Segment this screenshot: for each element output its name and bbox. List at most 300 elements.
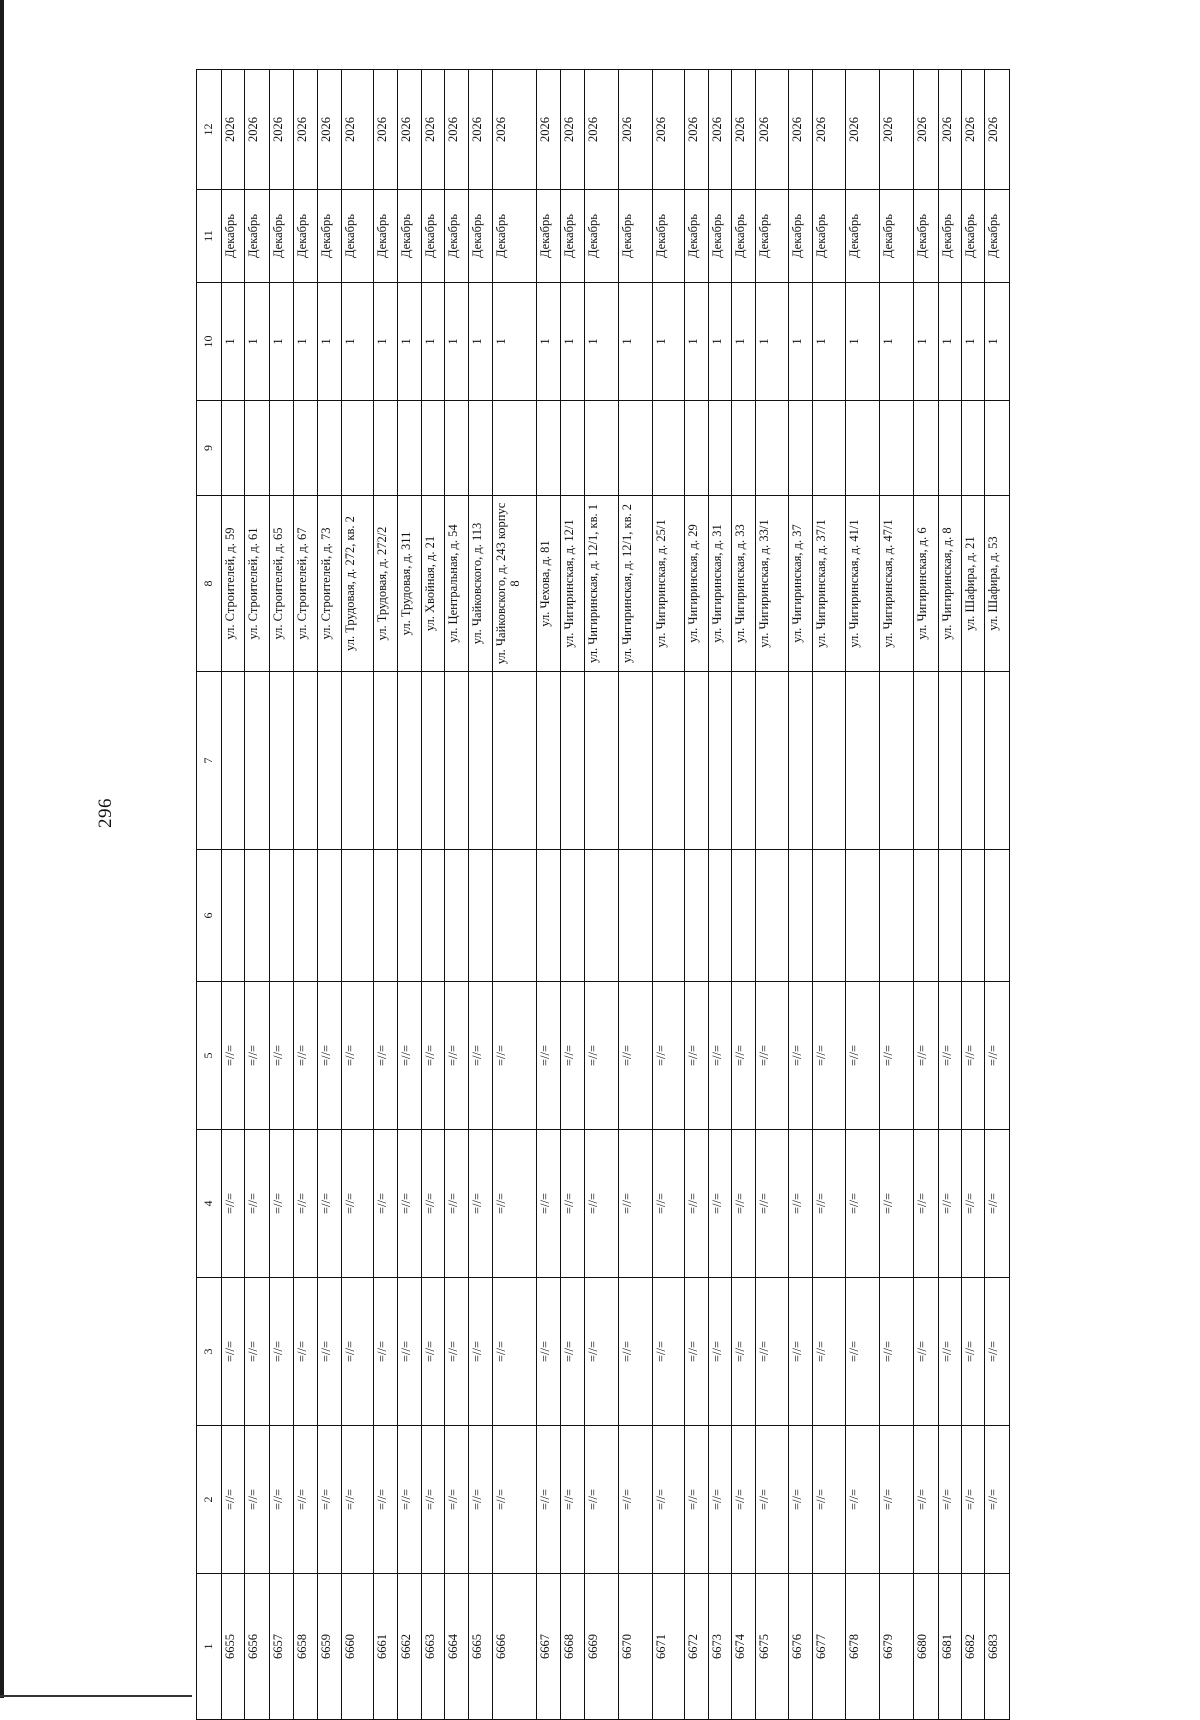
- col-3-cell: =//=: [813, 1278, 846, 1426]
- col-2-cell: =//=: [789, 1426, 813, 1574]
- col-3-cell: =//=: [985, 1278, 1010, 1426]
- col-2-cell: =//=: [732, 1426, 756, 1574]
- col-10-cell: 1: [962, 283, 985, 401]
- year-cell: 2026: [732, 70, 756, 190]
- year-cell: 2026: [685, 70, 709, 190]
- col-6-cell: [318, 850, 342, 982]
- col-4-cell: =//=: [914, 1130, 939, 1278]
- col-7-cell: [939, 672, 962, 850]
- row-number-cell: 6680: [914, 1574, 939, 1720]
- col-2-cell: =//=: [619, 1426, 653, 1574]
- month-cell: Декабрь: [939, 190, 962, 283]
- col-6-cell: [685, 850, 709, 982]
- col-4-cell: =//=: [653, 1130, 685, 1278]
- row-number-cell: 6682: [962, 1574, 985, 1720]
- table-row: [813, 70, 846, 1720]
- col-5-cell: =//=: [985, 982, 1010, 1130]
- year-cell: 2026: [653, 70, 685, 190]
- table-row: [537, 70, 561, 1720]
- col-10-cell: 1: [846, 283, 880, 401]
- col-10-cell: 1: [342, 283, 374, 401]
- col-3-cell: =//=: [585, 1278, 619, 1426]
- table-row: [685, 70, 709, 1720]
- col-4-cell: =//=: [342, 1130, 374, 1278]
- col-9-cell: [653, 401, 685, 496]
- row-number-cell: 6666: [493, 1574, 537, 1720]
- address-cell: ул. Центральная, д. 54: [445, 496, 469, 672]
- address-cell: ул. Шафира, д. 53: [985, 496, 1010, 672]
- address-cell: ул. Чайковского, д. 113: [469, 496, 493, 672]
- col-3-cell: =//=: [880, 1278, 914, 1426]
- month-cell: Декабрь: [813, 190, 846, 283]
- col-2-cell: =//=: [493, 1426, 537, 1574]
- col-6-cell: [585, 850, 619, 982]
- col-4-cell: =//=: [422, 1130, 445, 1278]
- year-cell: 2026: [880, 70, 914, 190]
- col-7-cell: [789, 672, 813, 850]
- col-5-cell: =//=: [709, 982, 732, 1130]
- col-6-cell: [245, 850, 270, 982]
- col-5-cell: =//=: [398, 982, 422, 1130]
- col-10-cell: 1: [422, 283, 445, 401]
- col-4-cell: =//=: [270, 1130, 294, 1278]
- col-6-cell: [813, 850, 846, 982]
- col-7-cell: [709, 672, 732, 850]
- col-5-cell: =//=: [493, 982, 537, 1130]
- header-row: [197, 70, 222, 1720]
- col-9-cell: [789, 401, 813, 496]
- table-row: [398, 70, 422, 1720]
- col-10-cell: 1: [537, 283, 561, 401]
- month-cell: Декабрь: [732, 190, 756, 283]
- month-cell: Декабрь: [880, 190, 914, 283]
- col-7-cell: [537, 672, 561, 850]
- address-cell: ул. Строителей, д. 61: [245, 496, 270, 672]
- address-cell: ул. Строителей, д. 73: [318, 496, 342, 672]
- col-10-cell: 1: [756, 283, 789, 401]
- row-number-cell: 6657: [270, 1574, 294, 1720]
- col-7-cell: [585, 672, 619, 850]
- col-2-cell: =//=: [318, 1426, 342, 1574]
- table-row: [914, 70, 939, 1720]
- col-4-cell: =//=: [445, 1130, 469, 1278]
- table-row: [709, 70, 732, 1720]
- row-number-cell: 6669: [585, 1574, 619, 1720]
- col-7-cell: [813, 672, 846, 850]
- table-row: [985, 70, 1010, 1720]
- col-3-cell: =//=: [445, 1278, 469, 1426]
- scan-left-edge: [0, 0, 4, 1698]
- row-number-cell: 6662: [398, 1574, 422, 1720]
- column-header: 8: [197, 496, 222, 672]
- address-cell: ул. Чигиринская, д. 12/1: [561, 496, 585, 672]
- column-header: 7: [197, 672, 222, 850]
- col-10-cell: 1: [374, 283, 398, 401]
- col-10-cell: 1: [914, 283, 939, 401]
- col-9-cell: [537, 401, 561, 496]
- col-9-cell: [585, 401, 619, 496]
- col-10-cell: 1: [653, 283, 685, 401]
- year-cell: 2026: [585, 70, 619, 190]
- address-cell: ул. Трудовая, д. 272/2: [374, 496, 398, 672]
- col-3-cell: =//=: [318, 1278, 342, 1426]
- table-row: [939, 70, 962, 1720]
- col-5-cell: =//=: [445, 982, 469, 1130]
- year-cell: 2026: [789, 70, 813, 190]
- col-4-cell: =//=: [813, 1130, 846, 1278]
- year-cell: 2026: [561, 70, 585, 190]
- column-header: 12: [197, 70, 222, 190]
- bottom-rule: [0, 1695, 192, 1697]
- column-header: 6: [197, 850, 222, 982]
- address-cell: ул. Чигиринская, д. 12/1, кв. 2: [619, 496, 653, 672]
- col-6-cell: [493, 850, 537, 982]
- col-3-cell: =//=: [245, 1278, 270, 1426]
- col-4-cell: =//=: [374, 1130, 398, 1278]
- col-2-cell: =//=: [985, 1426, 1010, 1574]
- col-10-cell: 1: [445, 283, 469, 401]
- table-row: [653, 70, 685, 1720]
- address-cell: ул. Чигиринская, д. 41/1: [846, 496, 880, 672]
- col-9-cell: [709, 401, 732, 496]
- col-2-cell: =//=: [222, 1426, 245, 1574]
- col-7-cell: [270, 672, 294, 850]
- col-3-cell: =//=: [846, 1278, 880, 1426]
- col-6-cell: [342, 850, 374, 982]
- col-10-cell: 1: [469, 283, 493, 401]
- col-9-cell: [493, 401, 537, 496]
- col-6-cell: [294, 850, 318, 982]
- col-2-cell: =//=: [445, 1426, 469, 1574]
- col-5-cell: =//=: [374, 982, 398, 1130]
- col-7-cell: [732, 672, 756, 850]
- col-6-cell: [445, 850, 469, 982]
- col-5-cell: =//=: [789, 982, 813, 1130]
- col-6-cell: [914, 850, 939, 982]
- col-4-cell: =//=: [222, 1130, 245, 1278]
- column-header: 3: [197, 1278, 222, 1426]
- col-4-cell: =//=: [939, 1130, 962, 1278]
- col-6-cell: [270, 850, 294, 982]
- col-2-cell: =//=: [585, 1426, 619, 1574]
- row-number-cell: 6679: [880, 1574, 914, 1720]
- table-row: [222, 70, 245, 1720]
- col-5-cell: =//=: [619, 982, 653, 1130]
- col-3-cell: =//=: [374, 1278, 398, 1426]
- col-4-cell: =//=: [962, 1130, 985, 1278]
- col-9-cell: [685, 401, 709, 496]
- col-10-cell: 1: [813, 283, 846, 401]
- year-cell: 2026: [445, 70, 469, 190]
- col-4-cell: =//=: [561, 1130, 585, 1278]
- col-3-cell: =//=: [537, 1278, 561, 1426]
- address-cell: ул. Чигиринская, д. 6: [914, 496, 939, 672]
- col-10-cell: 1: [222, 283, 245, 401]
- col-10-cell: 1: [985, 283, 1010, 401]
- col-7-cell: [561, 672, 585, 850]
- col-7-cell: [493, 672, 537, 850]
- month-cell: Декабрь: [445, 190, 469, 283]
- col-6-cell: [561, 850, 585, 982]
- col-4-cell: =//=: [880, 1130, 914, 1278]
- table-row: [245, 70, 270, 1720]
- address-cell: ул. Трудовая, д. 311: [398, 496, 422, 672]
- month-cell: Декабрь: [422, 190, 445, 283]
- col-10-cell: 1: [245, 283, 270, 401]
- col-2-cell: =//=: [469, 1426, 493, 1574]
- col-7-cell: [985, 672, 1010, 850]
- table-row: [294, 70, 318, 1720]
- col-2-cell: =//=: [374, 1426, 398, 1574]
- col-2-cell: =//=: [270, 1426, 294, 1574]
- column-header: 9: [197, 401, 222, 496]
- column-header: 4: [197, 1130, 222, 1278]
- month-cell: Декабрь: [537, 190, 561, 283]
- row-number-cell: 6672: [685, 1574, 709, 1720]
- table-row: [318, 70, 342, 1720]
- address-cell: ул. Чигиринская, д. 33/1: [756, 496, 789, 672]
- month-cell: Декабрь: [709, 190, 732, 283]
- col-2-cell: =//=: [939, 1426, 962, 1574]
- column-header: 1: [197, 1574, 222, 1720]
- col-9-cell: [469, 401, 493, 496]
- col-7-cell: [294, 672, 318, 850]
- table-row: [422, 70, 445, 1720]
- month-cell: Декабрь: [619, 190, 653, 283]
- col-9-cell: [270, 401, 294, 496]
- col-4-cell: =//=: [493, 1130, 537, 1278]
- col-6-cell: [619, 850, 653, 982]
- col-2-cell: =//=: [245, 1426, 270, 1574]
- col-6-cell: [846, 850, 880, 982]
- address-cell: ул. Чайковского, д. 243 корпус 8: [493, 496, 537, 672]
- col-5-cell: =//=: [585, 982, 619, 1130]
- year-cell: 2026: [985, 70, 1010, 190]
- col-2-cell: =//=: [294, 1426, 318, 1574]
- col-4-cell: =//=: [294, 1130, 318, 1278]
- col-5-cell: =//=: [939, 982, 962, 1130]
- col-9-cell: [245, 401, 270, 496]
- row-number-cell: 6667: [537, 1574, 561, 1720]
- year-cell: 2026: [245, 70, 270, 190]
- col-7-cell: [469, 672, 493, 850]
- year-cell: 2026: [342, 70, 374, 190]
- col-5-cell: =//=: [222, 982, 245, 1130]
- month-cell: Декабрь: [685, 190, 709, 283]
- col-4-cell: =//=: [398, 1130, 422, 1278]
- address-cell: ул. Чигиринская, д. 12/1, кв. 1: [585, 496, 619, 672]
- year-cell: 2026: [846, 70, 880, 190]
- col-3-cell: =//=: [962, 1278, 985, 1426]
- col-2-cell: =//=: [561, 1426, 585, 1574]
- col-6-cell: [962, 850, 985, 982]
- col-3-cell: =//=: [270, 1278, 294, 1426]
- year-cell: 2026: [318, 70, 342, 190]
- year-cell: 2026: [537, 70, 561, 190]
- col-6-cell: [374, 850, 398, 982]
- col-5-cell: =//=: [962, 982, 985, 1130]
- month-cell: Декабрь: [962, 190, 985, 283]
- col-9-cell: [939, 401, 962, 496]
- col-4-cell: =//=: [469, 1130, 493, 1278]
- col-9-cell: [846, 401, 880, 496]
- col-9-cell: [222, 401, 245, 496]
- address-cell: ул. Строителей, д. 59: [222, 496, 245, 672]
- col-7-cell: [880, 672, 914, 850]
- year-cell: 2026: [294, 70, 318, 190]
- col-4-cell: =//=: [846, 1130, 880, 1278]
- col-4-cell: =//=: [537, 1130, 561, 1278]
- col-6-cell: [985, 850, 1010, 982]
- year-cell: 2026: [422, 70, 445, 190]
- table-row: [732, 70, 756, 1720]
- col-5-cell: =//=: [732, 982, 756, 1130]
- col-7-cell: [318, 672, 342, 850]
- table-row: [619, 70, 653, 1720]
- col-9-cell: [813, 401, 846, 496]
- year-cell: 2026: [709, 70, 732, 190]
- col-10-cell: 1: [789, 283, 813, 401]
- column-header: 10: [197, 283, 222, 401]
- col-4-cell: =//=: [585, 1130, 619, 1278]
- row-number-cell: 6659: [318, 1574, 342, 1720]
- col-5-cell: =//=: [469, 982, 493, 1130]
- col-7-cell: [374, 672, 398, 850]
- col-3-cell: =//=: [732, 1278, 756, 1426]
- table-row: [493, 70, 537, 1720]
- col-6-cell: [222, 850, 245, 982]
- col-6-cell: [756, 850, 789, 982]
- col-5-cell: =//=: [653, 982, 685, 1130]
- col-5-cell: =//=: [880, 982, 914, 1130]
- address-cell: ул. Трудовая, д. 272, кв. 2: [342, 496, 374, 672]
- month-cell: Декабрь: [294, 190, 318, 283]
- row-number-cell: 6678: [846, 1574, 880, 1720]
- col-9-cell: [398, 401, 422, 496]
- table-row: [789, 70, 813, 1720]
- col-4-cell: =//=: [245, 1130, 270, 1278]
- col-5-cell: =//=: [537, 982, 561, 1130]
- year-cell: 2026: [813, 70, 846, 190]
- col-5-cell: =//=: [813, 982, 846, 1130]
- col-3-cell: =//=: [469, 1278, 493, 1426]
- col-7-cell: [422, 672, 445, 850]
- col-6-cell: [709, 850, 732, 982]
- col-3-cell: =//=: [422, 1278, 445, 1426]
- row-number-cell: 6660: [342, 1574, 374, 1720]
- table-row: [846, 70, 880, 1720]
- col-2-cell: =//=: [398, 1426, 422, 1574]
- col-4-cell: =//=: [619, 1130, 653, 1278]
- col-7-cell: [846, 672, 880, 850]
- col-5-cell: =//=: [846, 982, 880, 1130]
- col-4-cell: =//=: [756, 1130, 789, 1278]
- col-5-cell: =//=: [561, 982, 585, 1130]
- col-10-cell: 1: [561, 283, 585, 401]
- row-number-cell: 6673: [709, 1574, 732, 1720]
- column-header: 2: [197, 1426, 222, 1574]
- col-7-cell: [914, 672, 939, 850]
- col-2-cell: =//=: [422, 1426, 445, 1574]
- col-2-cell: =//=: [914, 1426, 939, 1574]
- col-2-cell: =//=: [653, 1426, 685, 1574]
- row-number-cell: 6665: [469, 1574, 493, 1720]
- col-5-cell: =//=: [914, 982, 939, 1130]
- col-7-cell: [445, 672, 469, 850]
- year-cell: 2026: [222, 70, 245, 190]
- table-row: [880, 70, 914, 1720]
- address-cell: ул. Чигиринская, д. 31: [709, 496, 732, 672]
- year-cell: 2026: [914, 70, 939, 190]
- row-number-cell: 6655: [222, 1574, 245, 1720]
- col-3-cell: =//=: [756, 1278, 789, 1426]
- table-row: [469, 70, 493, 1720]
- col-3-cell: =//=: [685, 1278, 709, 1426]
- table-row: [270, 70, 294, 1720]
- col-7-cell: [398, 672, 422, 850]
- address-cell: ул. Строителей, д. 67: [294, 496, 318, 672]
- col-6-cell: [469, 850, 493, 982]
- address-cell: ул. Чигиринская, д. 29: [685, 496, 709, 672]
- month-cell: Декабрь: [493, 190, 537, 283]
- col-7-cell: [342, 672, 374, 850]
- address-cell: ул. Хвойная, д. 21: [422, 496, 445, 672]
- col-3-cell: =//=: [914, 1278, 939, 1426]
- col-5-cell: =//=: [270, 982, 294, 1130]
- row-number-cell: 6675: [756, 1574, 789, 1720]
- year-cell: 2026: [398, 70, 422, 190]
- row-number-cell: 6670: [619, 1574, 653, 1720]
- year-cell: 2026: [962, 70, 985, 190]
- month-cell: Декабрь: [318, 190, 342, 283]
- col-10-cell: 1: [619, 283, 653, 401]
- col-3-cell: =//=: [939, 1278, 962, 1426]
- col-6-cell: [732, 850, 756, 982]
- col-7-cell: [685, 672, 709, 850]
- col-10-cell: 1: [318, 283, 342, 401]
- col-6-cell: [398, 850, 422, 982]
- col-3-cell: =//=: [398, 1278, 422, 1426]
- month-cell: Декабрь: [270, 190, 294, 283]
- address-cell: ул. Шафира, д. 21: [962, 496, 985, 672]
- table-row: [561, 70, 585, 1720]
- col-4-cell: =//=: [789, 1130, 813, 1278]
- col-10-cell: 1: [493, 283, 537, 401]
- col-10-cell: 1: [585, 283, 619, 401]
- col-9-cell: [756, 401, 789, 496]
- address-cell: ул. Чигиринская, д. 37: [789, 496, 813, 672]
- col-9-cell: [985, 401, 1010, 496]
- row-number-cell: 6674: [732, 1574, 756, 1720]
- address-cell: ул. Чигиринская, д. 37/1: [813, 496, 846, 672]
- col-10-cell: 1: [294, 283, 318, 401]
- col-9-cell: [732, 401, 756, 496]
- col-7-cell: [222, 672, 245, 850]
- year-cell: 2026: [469, 70, 493, 190]
- col-9-cell: [318, 401, 342, 496]
- col-2-cell: =//=: [709, 1426, 732, 1574]
- col-6-cell: [537, 850, 561, 982]
- col-5-cell: =//=: [756, 982, 789, 1130]
- address-cell: ул. Чигиринская, д. 47/1: [880, 496, 914, 672]
- column-header: 11: [197, 190, 222, 283]
- month-cell: Декабрь: [342, 190, 374, 283]
- year-cell: 2026: [493, 70, 537, 190]
- col-5-cell: =//=: [342, 982, 374, 1130]
- col-10-cell: 1: [709, 283, 732, 401]
- col-2-cell: =//=: [685, 1426, 709, 1574]
- column-header: 5: [197, 982, 222, 1130]
